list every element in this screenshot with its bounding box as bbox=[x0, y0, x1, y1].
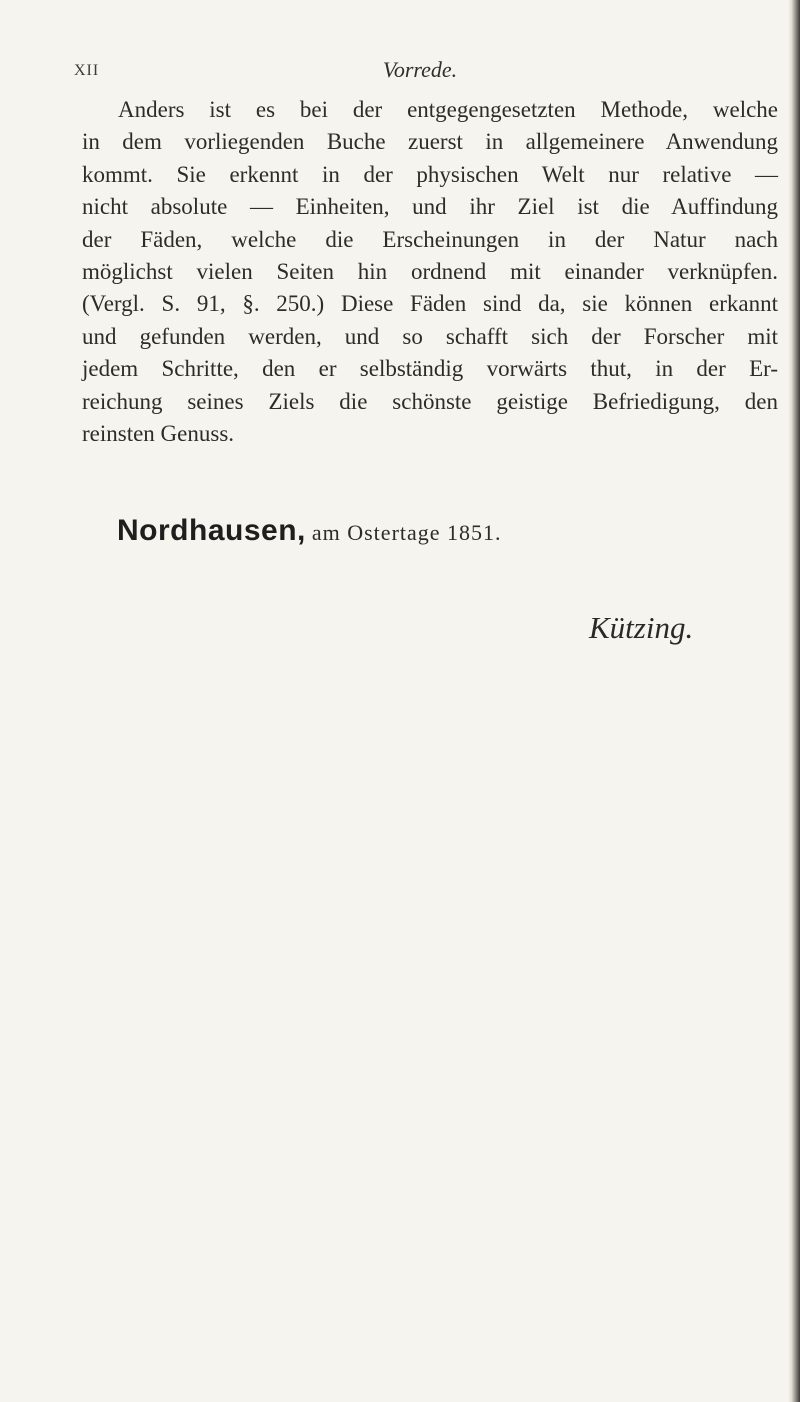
author-signature: Kützing. bbox=[589, 610, 694, 645]
text-line: reinsten Genuss. bbox=[82, 421, 235, 447]
text-line: in dem vorliegenden Buche zuerst in allgemeinere Anwendung bbox=[82, 129, 778, 155]
closing-line bbox=[117, 514, 502, 548]
text-line: der Fäden, welche die Erscheinungen in der Natur nach bbox=[82, 226, 778, 252]
date-text: am Ostertage 1851. bbox=[311, 520, 502, 545]
text-line: möglichst vielen Seiten hin ordnend mit einander verknüpfen. bbox=[82, 259, 778, 285]
running-head: Vorrede. bbox=[382, 57, 458, 82]
page-edge-shadow bbox=[788, 0, 800, 1402]
text-line: (Vergl. S. 91, §. 250.) Diese Fäden sind da, sie können erkannt bbox=[82, 291, 778, 317]
text-line: jedem Schritte, den er selbständig vorwärts thut, in der Er- bbox=[82, 356, 778, 382]
text-line: reichung seines Ziels die schönste geistige Befriedigung, den bbox=[82, 388, 778, 414]
text-line: nicht absolute — Einheiten, und ihr Ziel ist die Auffindung bbox=[82, 194, 778, 220]
text-line: Anders ist es bei der entgegengesetzten Methode, welche bbox=[118, 97, 778, 122]
page-number: XII bbox=[74, 62, 100, 79]
body-paragraph bbox=[82, 94, 778, 450]
place-name: Nordhausen, bbox=[117, 514, 306, 547]
text-line: kommt. Sie erkennt in der physischen Welt nur relative — bbox=[82, 161, 778, 187]
text-line: und gefunden werden, und so schafft sich der Forscher mit bbox=[82, 323, 778, 349]
